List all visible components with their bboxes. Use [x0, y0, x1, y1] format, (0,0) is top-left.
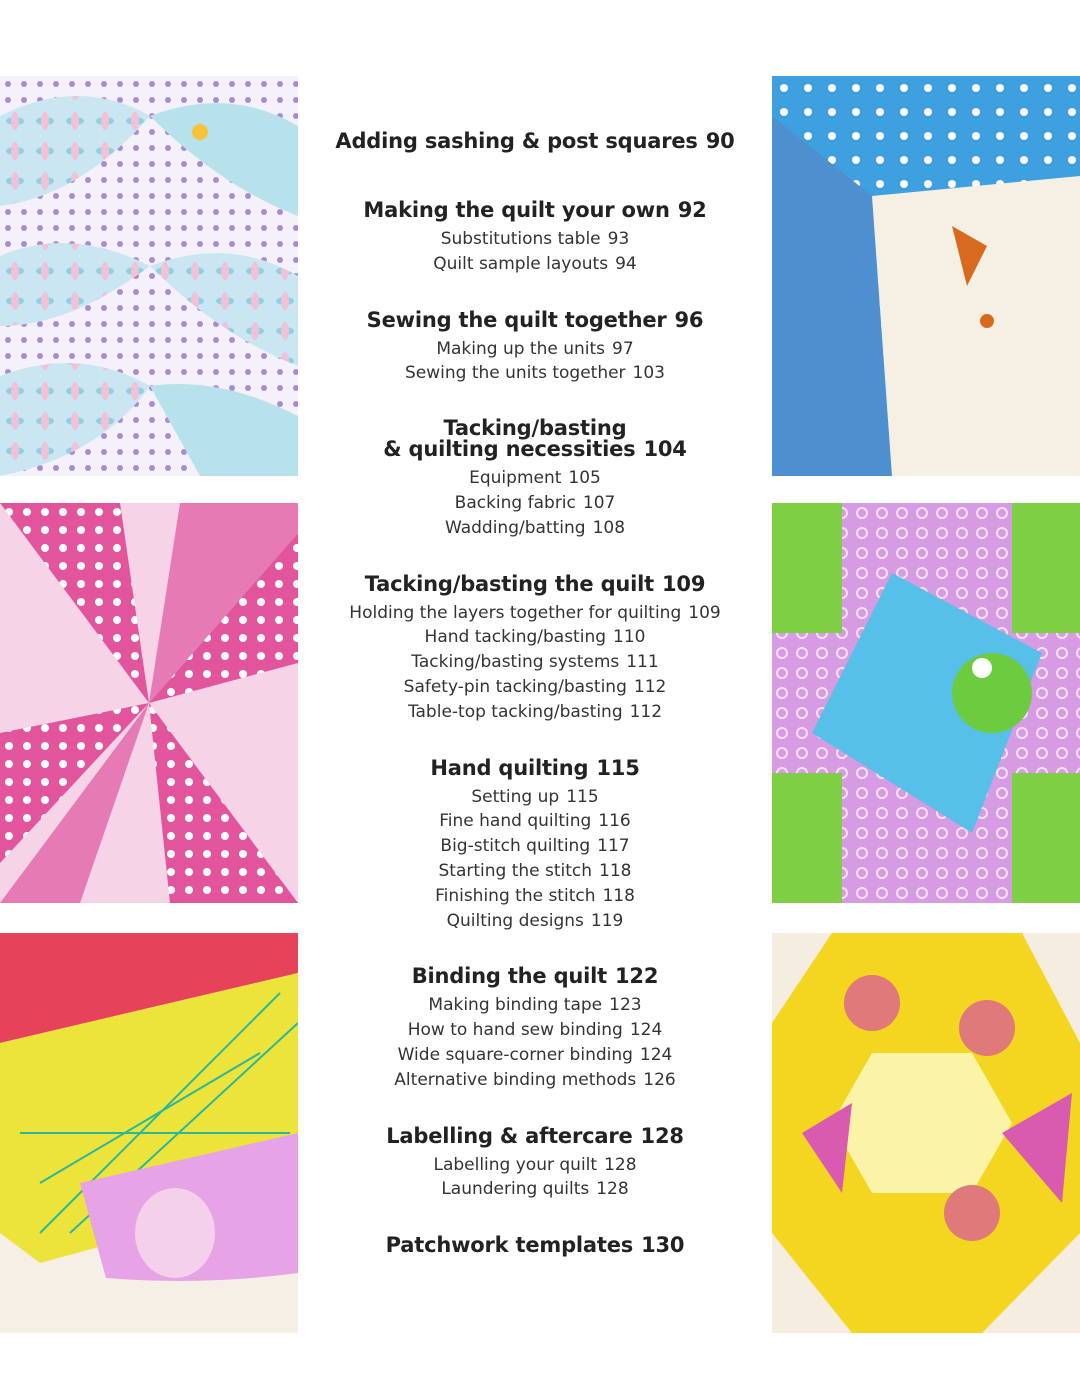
section-title: Binding the quilt [411, 964, 607, 989]
entry-page-number: 117 [597, 836, 630, 857]
section-page-number: 122 [615, 964, 659, 989]
entry-page-number: 110 [613, 627, 646, 648]
entry-page-number: 112 [633, 676, 667, 697]
entry-page-number: 105 [568, 468, 601, 489]
toc-entry [298, 1153, 772, 1178]
toc-section-heading [298, 573, 772, 595]
toc-section [298, 1234, 772, 1256]
entry-page-number: 123 [609, 995, 642, 1016]
toc-entry [298, 1043, 772, 1068]
entry-label: Sewing the units together [404, 363, 626, 384]
toc-entry [298, 859, 772, 884]
entry-page-number: 118 [599, 860, 632, 881]
entry-page-number: 103 [632, 363, 665, 384]
section-page-number: 128 [640, 1123, 684, 1148]
toc-section [298, 965, 772, 1092]
toc-section [298, 573, 772, 725]
entry-label: Hand tacking/basting [424, 627, 607, 648]
toc-entry [298, 884, 772, 909]
toc-entry [298, 516, 772, 541]
section-title: Labelling & aftercare [386, 1123, 633, 1148]
toc-entry [298, 675, 772, 700]
toc-entry [298, 650, 772, 675]
entry-label: Quilting designs [446, 910, 584, 931]
entry-label: Quilt sample layouts [433, 253, 609, 274]
entry-label: Safety-pin tacking/basting [403, 676, 627, 697]
entry-label: Substitutions table [440, 229, 601, 249]
section-title: Making the quilt your own [363, 198, 670, 222]
entry-page-number: 111 [626, 652, 659, 673]
toc-entry [298, 993, 772, 1018]
entry-label: Labelling your quilt [433, 1154, 598, 1175]
toc-section-heading [298, 1125, 772, 1147]
entry-page-number: 128 [604, 1154, 637, 1175]
quilt-photo-pink-floral-pinwheel [0, 503, 298, 903]
toc-entry [298, 625, 772, 650]
entry-label: Starting the stitch [438, 860, 593, 881]
section-title-line-2: & quilting necessities [383, 437, 636, 462]
entry-page-number: 116 [598, 811, 631, 832]
entry-label: Table-top tacking/basting [407, 701, 623, 722]
toc-section-heading [298, 418, 772, 460]
entry-label: Equipment [469, 468, 562, 489]
section-page-number: 96 [674, 307, 704, 332]
section-page-number: 90 [705, 129, 735, 153]
quilt-photo-lilac-green-star-block [772, 503, 1080, 903]
toc-entry [298, 466, 772, 491]
entry-label: Holding the layers together for quilting [349, 602, 682, 623]
toc-section-heading [298, 309, 772, 331]
entry-label: Finishing the stitch [435, 885, 596, 906]
section-title: Adding sashing & post squares [335, 129, 698, 153]
toc-entry [298, 785, 772, 810]
entry-page-number: 97 [612, 338, 634, 359]
entry-page-number: 126 [643, 1069, 676, 1090]
quilt-photo-lilac-polka-dot-circles [0, 76, 298, 476]
entry-page-number: 119 [590, 910, 624, 931]
toc-section [298, 130, 772, 152]
entry-label: Making up the units [436, 338, 606, 359]
entry-label: How to hand sew binding [407, 1020, 623, 1041]
toc-section-heading [298, 1234, 772, 1256]
entry-label: Wadding/batting [444, 517, 586, 538]
section-page-number: 92 [677, 198, 707, 222]
entry-page-number: 128 [596, 1179, 629, 1200]
entry-page-number: 124 [639, 1044, 673, 1065]
toc-entry [298, 252, 772, 277]
toc-entry [298, 809, 772, 834]
toc-entry [298, 909, 772, 934]
toc-entry [298, 337, 772, 362]
toc-entry [298, 700, 772, 725]
toc-entry [298, 491, 772, 516]
entry-label: Making binding tape [428, 995, 603, 1016]
quilt-photo-blue-floral-border [772, 76, 1080, 476]
toc-section [298, 309, 772, 387]
entry-label: Fine hand quilting [439, 811, 592, 832]
toc-section-heading [298, 199, 772, 221]
entry-page-number: 107 [582, 492, 616, 513]
section-title: Tacking/basting [443, 416, 627, 441]
entry-page-number: 108 [592, 517, 626, 538]
entry-page-number: 109 [688, 602, 721, 623]
section-page-number: 104 [643, 437, 687, 462]
toc-section-heading [298, 757, 772, 779]
toc-section-heading [298, 130, 772, 152]
toc-entry [298, 1177, 772, 1202]
section-title: Sewing the quilt together [366, 307, 667, 332]
entry-label: Alternative binding methods [394, 1069, 637, 1090]
entry-label: Setting up [471, 786, 560, 807]
section-page-number: 115 [596, 755, 640, 780]
section-page-number: 109 [662, 571, 706, 596]
toc-section [298, 1125, 772, 1203]
entry-label: Laundering quilts [441, 1179, 590, 1200]
entry-label: Big-stitch quilting [440, 836, 591, 857]
toc-entry [298, 227, 772, 252]
toc-section [298, 199, 772, 277]
entry-page-number: 112 [629, 701, 663, 722]
entry-page-number: 94 [615, 253, 637, 274]
quilt-photo-yellow-hexagon-star [772, 933, 1080, 1333]
entry-label: Wide square-corner binding [397, 1044, 633, 1065]
entry-label: Tacking/basting systems [411, 652, 620, 673]
entry-page-number: 93 [607, 229, 630, 249]
toc-section [298, 757, 772, 934]
section-title: Tacking/basting the quilt [364, 571, 654, 596]
section-title: Patchwork templates [385, 1233, 634, 1258]
toc-entry [298, 361, 772, 386]
toc-entry [298, 1068, 772, 1093]
toc-entry [298, 834, 772, 859]
entry-page-number: 124 [629, 1020, 663, 1041]
toc-entry [298, 601, 772, 626]
toc-section [298, 418, 772, 540]
quilt-photo-yellow-green-crosshatch [0, 933, 298, 1333]
toc-entry [298, 1018, 772, 1043]
toc-section-heading [298, 965, 772, 987]
entry-page-number: 115 [566, 786, 599, 807]
section-title: Hand quilting [430, 755, 589, 780]
table-of-contents [298, 130, 772, 1288]
entry-label: Backing fabric [454, 492, 576, 513]
entry-page-number: 118 [602, 885, 635, 906]
section-page-number: 130 [641, 1233, 685, 1258]
